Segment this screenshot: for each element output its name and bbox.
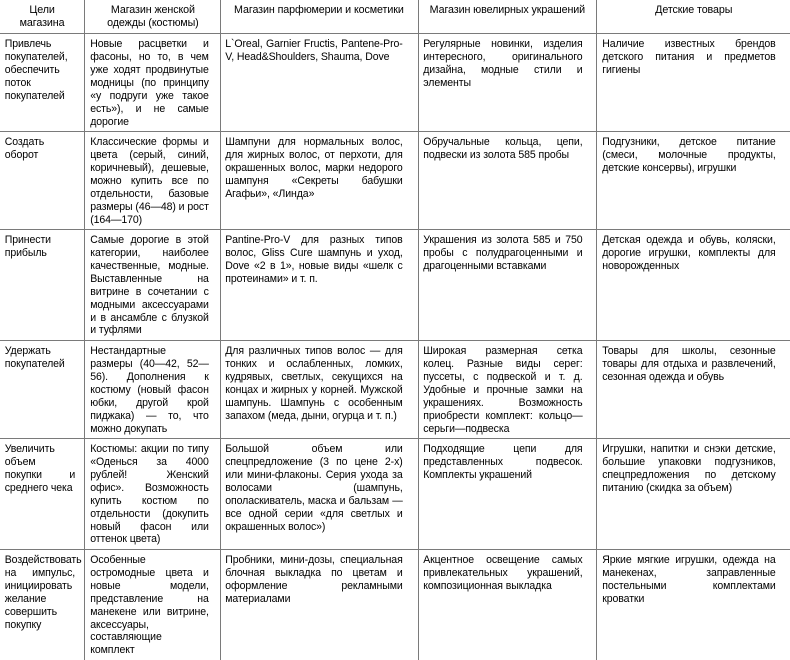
cell-kids: Игрушки, напитки и снэки детские, большие упаковки подгузников, спецпредложения по детскому питанию (скидка за объем) <box>597 439 780 550</box>
column-header-womens-clothing: Магазин женской одежды (костюмы) <box>89 0 217 34</box>
column-header-kids-goods: Детские товары <box>603 0 784 34</box>
table-header-row <box>0 0 790 34</box>
table-row <box>0 341 790 439</box>
cell-perfume: L`Oreal, Garnier Fructis, Pantene-Pro-V, Head&Shoulders, Shauma, Dove <box>220 34 408 132</box>
table-header-row-group <box>0 0 790 34</box>
row-goal-label: Создать оборот <box>0 132 80 230</box>
column-header-jewelry: Магазин ювелирных украшений <box>424 0 592 34</box>
cell-kids: Детская одежда и обувь, коляски, дорогие игрушки, комплекты для новорожденных <box>597 230 780 341</box>
cell-perfume: Для различных типов волос — для тонких и ослабленных, ломких, кудрявых, светлых, секущихся на концах и жирных у корней. Мужской шампунь. Шампунь с особенным запахом (меда, дыни, огурца и т. п.) <box>220 341 408 439</box>
row-goal-label: Принести прибыль <box>0 230 80 341</box>
column-header-goals: Цели магазина <box>3 0 83 34</box>
cell-kids: Товары для школы, сезонные товары для отдыха и развлечений, сезонная одежда и обувь <box>597 341 780 439</box>
table-row <box>0 230 790 341</box>
cell-jewelry: Регулярные новинки, изделия интересного, оригинального дизайна, модные стили и элементы <box>418 34 588 132</box>
cell-jewelry: Подходящие цепи для представленных подвесок. Комплекты украшений <box>418 439 588 550</box>
cell-perfume: Шампуни для нормальных волос, для жирных волос, от перхоти, для окрашенных волос, марки недорого шампуня «Секреты бабушки Агафьи», «Линда» <box>220 132 408 230</box>
row-goal-label: Воздействовать на импульс, инициировать желание совершить покупку <box>0 550 80 660</box>
cell-jewelry: Широкая размерная сетка колец. Разные виды серег: пуссеты, с подвеской и т. д. Удобные и прочные замки на украшениях. Возможность приобрести комплект: кольцо—серьги—подвеска <box>418 341 588 439</box>
table-row <box>0 439 790 550</box>
cell-kids: Яркие мягкие игрушки, одежда на манекенах, заправленные постельными комплектами кроватки <box>597 550 780 660</box>
cell-perfume: Пробники, мини-дозы, специальная блочная выкладка по цветам и оформление рекламными материалами <box>220 550 408 660</box>
cell-clothing: Самые дорогие в этой категории, наиболее качественные, модные. Выставленные на витрине в сочетании с модными аксессуарами и в ансамбле с блузкой и туфлями <box>85 230 214 341</box>
cell-perfume: Большой объем или спецпредложение (3 по цене 2-х) или мини-флаконы. Серия ухода за волосами (шампунь, ополаскиватель, маска и бальзам — все одной серии «для светлых и окрашенных волос») <box>220 439 408 550</box>
row-goal-label: Привлечь покупателей, обеспечить поток покупателей <box>0 34 80 132</box>
cell-clothing: Костюмы: акции по типу «Оденься за 4000 рублей! Женский офис». Возможность купить костюм по отдельности (докупить новый фасон или оттенок цвета) <box>85 439 214 550</box>
cell-jewelry: Обручальные кольца, цепи, подвески из золота 585 пробы <box>418 132 588 230</box>
cell-jewelry: Украшения из золота 585 и 750 пробы с полудрагоценными и драгоценными вставками <box>418 230 588 341</box>
cell-kids: Наличие известных брендов детского питания и предметов гигиены <box>597 34 780 132</box>
row-goal-label: Увеличить объем покупки и среднего чека <box>0 439 80 550</box>
cell-kids: Подгузники, детское питание (смеси, молочные продукты, детские консервы), игрушки <box>597 132 780 230</box>
table-row <box>0 34 790 132</box>
table-row <box>0 550 790 660</box>
cell-clothing: Особенные остромодные цвета и новые модели, представление на манекене или витрине, аксессуары, составляющие комплект <box>85 550 214 660</box>
column-header-perfume-cosmetics: Магазин парфюмерии и косметики <box>226 0 412 34</box>
row-goal-label: Удержать покупателей <box>0 341 80 439</box>
cell-clothing: Новые расцветки и фасоны, но то, в чем уже ходят продвинутые модницы (по принципу «у подруги уже такое есть»), и не самые дорогие <box>85 34 214 132</box>
table-row <box>0 132 790 230</box>
cell-clothing: Классические формы и цвета (серый, синий, коричневый), дешевые, можно купить все по отдельности, базовые размеры (46—48) и рост (164—170) <box>85 132 214 230</box>
table-body <box>0 34 790 660</box>
cell-jewelry: Акцентное освещение самых привлекательных украшений, композиционная выкладка <box>418 550 588 660</box>
cell-perfume: Pantine-Pro-V для разных типов волос, Gliss Cure шампунь и уход, Dove «2 в 1», новые виды «шелк с протеинами» и т. п. <box>220 230 408 341</box>
cell-clothing: Нестандартные размеры (40—42, 52—56). Дополнения к костюму (новый фасон юбки, другой крой пиджака) — то, что можно докупать <box>85 341 214 439</box>
